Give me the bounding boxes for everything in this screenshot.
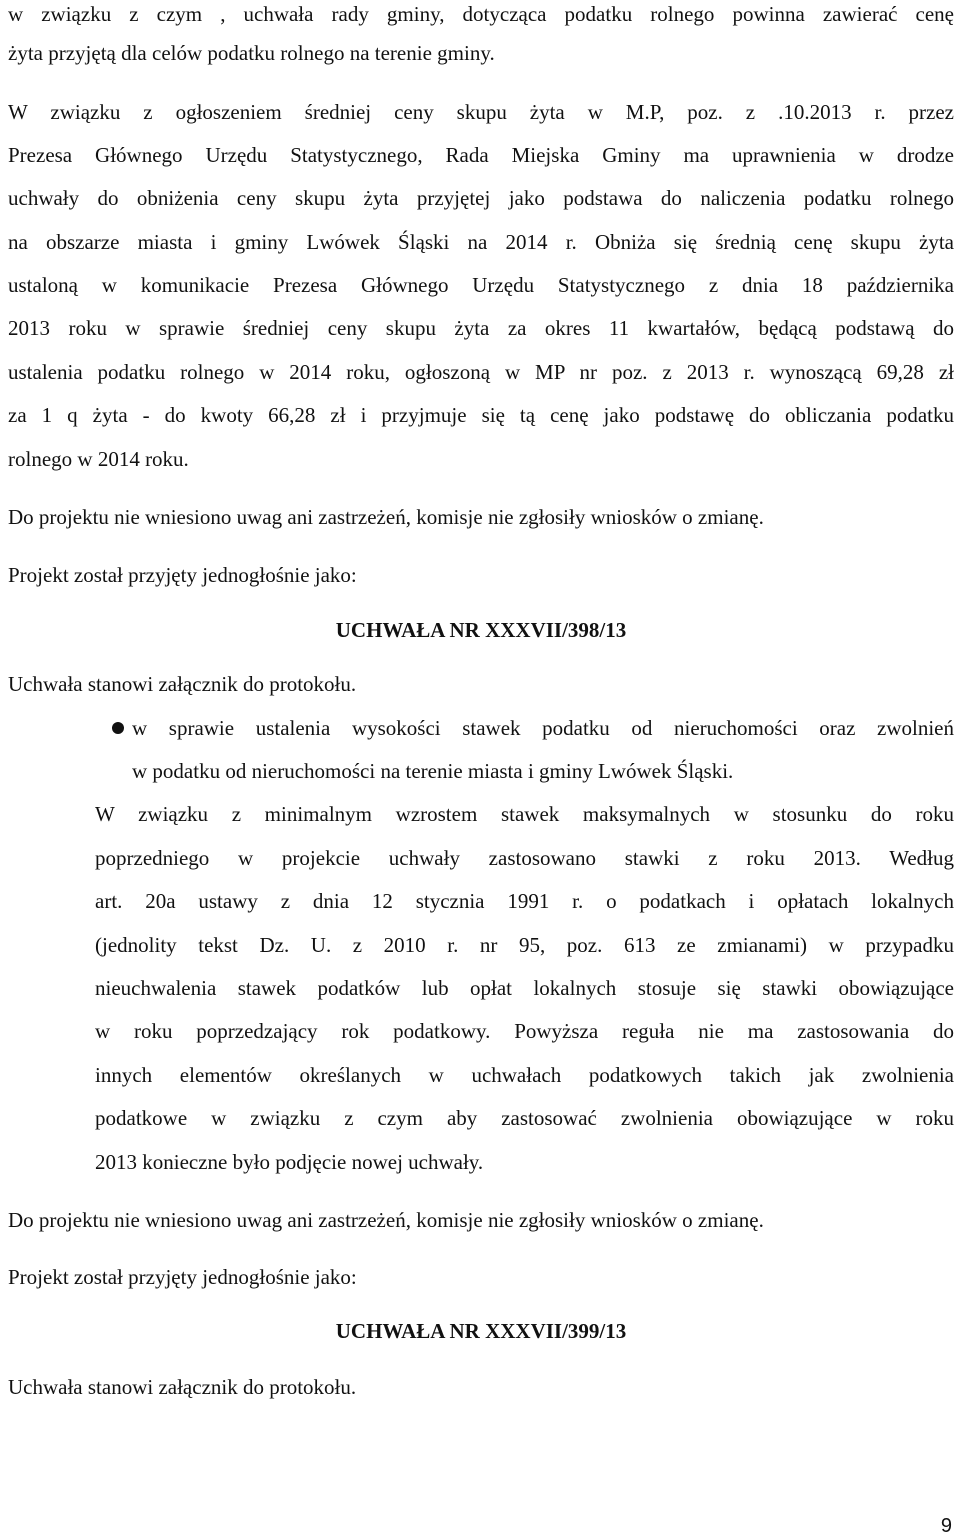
remarks-text: Do projektu nie wniesiono uwag ani zastrzeżeń, komisje nie zgłosiły wniosków o zmianę. (8, 505, 764, 529)
paragraph-3-line-8: podatkowe w związku z czym aby zastosować zwolnienia obowiązujące w roku (95, 1106, 954, 1130)
paragraph-2-line-2: Prezesa Głównego Urzędu Statystycznego, Rada Miejska Gminy ma uprawnienia w drodze (8, 143, 954, 167)
paragraph-2-line-4: na obszarze miasta i gminy Lwówek Śląski na 2014 r. Obniża się średnią cenę skupu żyta (8, 230, 954, 254)
remarks-text: Do projektu nie wniesiono uwag ani zastrzeżeń, komisje nie zgłosiły wniosków o zmianę. (8, 1208, 764, 1232)
paragraph-3-line-4: (jednolity tekst Dz. U. z 2010 r. nr 95, poz. 613 ze zmianami) w przypadku (95, 933, 954, 957)
bullet-icon (112, 722, 124, 734)
paragraph-3-line-9: 2013 konieczne było podjęcie nowej uchwały. (95, 1150, 484, 1174)
paragraph-3-line-7: innych elementów określanych w uchwałach podatkowych takich jak zwolnienia (95, 1063, 954, 1087)
resolution-heading: UCHWAŁA NR XXXVII/399/13 (335, 1319, 627, 1343)
paragraph-1-line-2: żyta przyjętą dla celów podatku rolnego na terenie gminy. (8, 41, 495, 65)
attachment-note: Uchwała stanowi załącznik do protokołu. (8, 672, 357, 696)
paragraph-2-line-6: 2013 roku w sprawie średniej ceny skupu żyta za okres 11 kwartałów, będącą podstawą do (8, 316, 954, 340)
resolution-heading: UCHWAŁA NR XXXVII/398/13 (335, 618, 627, 642)
paragraph-2-line-8: za 1 q żyta - do kwoty 66,28 zł i przyjmuje się tą cenę jako podstawę do obliczania podatku (8, 403, 954, 427)
adoption-text: Projekt został przyjęty jednogłośnie jako: (8, 563, 357, 587)
bullet-item-line-1: w sprawie ustalenia wysokości stawek podatku od nieruchomości oraz zwolnień (132, 716, 954, 740)
bullet-item-line-2: w podatku od nieruchomości na terenie miasta i gminy Lwówek Śląski. (132, 759, 734, 783)
paragraph-3-line-5: nieuchwalenia stawek podatków lub opłat lokalnych stosuje się stawki obowiązujące (95, 976, 954, 1000)
paragraph-2-line-9: rolnego w 2014 roku. (8, 447, 189, 471)
paragraph-3-line-6: w roku poprzedzający rok podatkowy. Powyższa reguła nie ma zastosowania do (95, 1019, 954, 1043)
paragraph-2-line-5: ustaloną w komunikacie Prezesa Głównego Urzędu Statystycznego z dnia 18 października (8, 273, 954, 297)
paragraph-3-line-2: poprzedniego w projekcie uchwały zastosowano stawki z roku 2013. Według (95, 846, 954, 870)
paragraph-3-line-1: W związku z minimalnym wzrostem stawek maksymalnych w stosunku do roku (95, 802, 954, 826)
paragraph-3-line-3: art. 20a ustawy z dnia 12 stycznia 1991 r. o podatkach i opłatach lokalnych (95, 889, 954, 913)
paragraph-2-line-1: W związku z ogłoszeniem średniej ceny skupu żyta w M.P, poz. z .10.2013 r. przez (8, 100, 954, 124)
paragraph-2-line-7: ustalenia podatku rolnego w 2014 roku, ogłoszoną w MP nr poz. z 2013 r. wynoszącą 69,28 zł (8, 360, 954, 384)
paragraph-2-line-3: uchwały do obniżenia ceny skupu żyta przyjętej jako podstawa do naliczenia podatku rolnego (8, 186, 954, 210)
attachment-note: Uchwała stanowi załącznik do protokołu. (8, 1375, 357, 1399)
adoption-text: Projekt został przyjęty jednogłośnie jako: (8, 1265, 357, 1289)
paragraph-1-line-1: w związku z czym , uchwała rady gminy, dotycząca podatku rolnego powinna zawierać cenę (8, 2, 954, 26)
page-number: 9 (940, 1515, 952, 1537)
